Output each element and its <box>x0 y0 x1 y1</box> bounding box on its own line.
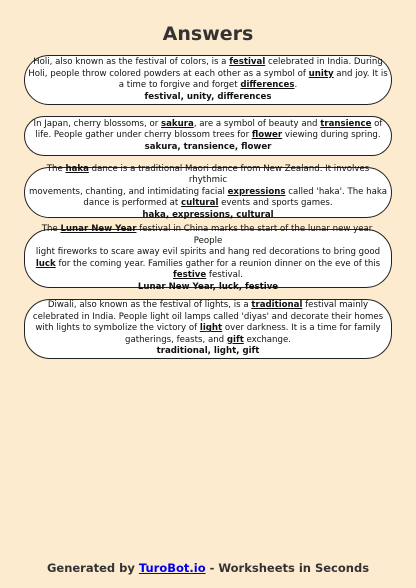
card-text <box>27 224 389 282</box>
text-segment: , are a symbol of beauty and <box>193 118 321 129</box>
text-segment: and joy. It is a time to forgive and forget <box>118 68 388 90</box>
text-segment: exchange. <box>243 334 291 345</box>
keyword: light <box>199 323 223 334</box>
keyword: gift <box>226 334 244 345</box>
text-segment: . <box>294 80 298 90</box>
text-segment: Diwali, also known as the festival of lights, is a <box>47 300 252 311</box>
keyword: traditional <box>251 300 303 311</box>
keyword: sakura <box>161 118 194 129</box>
text-segment: viewing during spring. <box>282 130 381 141</box>
page-title: Answers <box>162 23 254 45</box>
keyword: haka <box>65 163 89 174</box>
text-segment: festival in China marks the start of the lunar new year. People light fireworks to scare away evil spirits and hang red decorations to bring good <box>35 224 381 257</box>
keyword: festive <box>173 270 207 280</box>
text-segment: The <box>46 163 66 174</box>
text-segment: for the coming year. Families gather for a reunion dinner on the eve of this <box>58 258 381 269</box>
footer <box>0 560 416 576</box>
text-segment: events and sports games. <box>218 198 333 209</box>
keyword: unity <box>308 68 334 79</box>
answer-line: festival, unity, differences <box>144 91 272 102</box>
card-text <box>28 57 387 92</box>
keyword: differences <box>240 80 295 90</box>
keyword: transience <box>320 118 372 129</box>
answer-card-holi <box>24 55 392 105</box>
text-segment: celebrated in India. During Holi, people throw colored powders at each other as a symbol of <box>28 57 383 79</box>
keyword: Lunar New Year <box>60 224 137 234</box>
text-segment: The <box>41 224 61 234</box>
text-segment: Holi, also known as the festival of colors, is a <box>33 57 230 67</box>
keyword: expressions <box>227 186 286 197</box>
turobot-link[interactable]: TuroBot.io <box>138 561 206 575</box>
answer-card-diwali <box>24 299 392 359</box>
answer-line: Lunar New Year, luck, festive <box>137 281 279 292</box>
keyword: flower <box>251 130 283 141</box>
text-segment: festival mainly celebrated in India. People light oil lamps called 'diyas' and decorate their homes with lights to symbolize the victory of <box>32 300 384 334</box>
text-segment: In Japan, cherry blossoms, or <box>33 118 162 129</box>
text-segment: called 'haka'. The haka dance is performed at <box>83 186 387 209</box>
text-segment: dance is a traditional Maori dance from New Zealand. It involves rhythmic movements, chanting, and intimidating facial <box>29 163 370 197</box>
text-segment: over darkness. It is a time for family gatherings, feasts, and <box>125 323 381 345</box>
card-text <box>27 164 389 210</box>
footer-suffix: - Worksheets in Seconds <box>205 561 370 575</box>
answer-line: haka, expressions, cultural <box>142 209 274 220</box>
keyword: cultural <box>181 198 219 209</box>
footer-prefix: Generated by <box>46 561 139 575</box>
answer-line: sakura, transience, flower <box>144 141 272 152</box>
answer-card-haka <box>24 163 392 220</box>
text-segment: festival. <box>206 270 243 280</box>
keyword: festival <box>229 57 266 67</box>
card-text <box>34 119 383 142</box>
card-text <box>33 300 383 346</box>
keyword: luck <box>35 258 56 269</box>
answer-line: traditional, light, gift <box>156 346 260 357</box>
answer-card-sakura <box>24 116 392 156</box>
answer-card-lunar-new-year <box>24 224 392 292</box>
text-segment: of life. People gather under cherry blossom trees for <box>35 118 383 141</box>
